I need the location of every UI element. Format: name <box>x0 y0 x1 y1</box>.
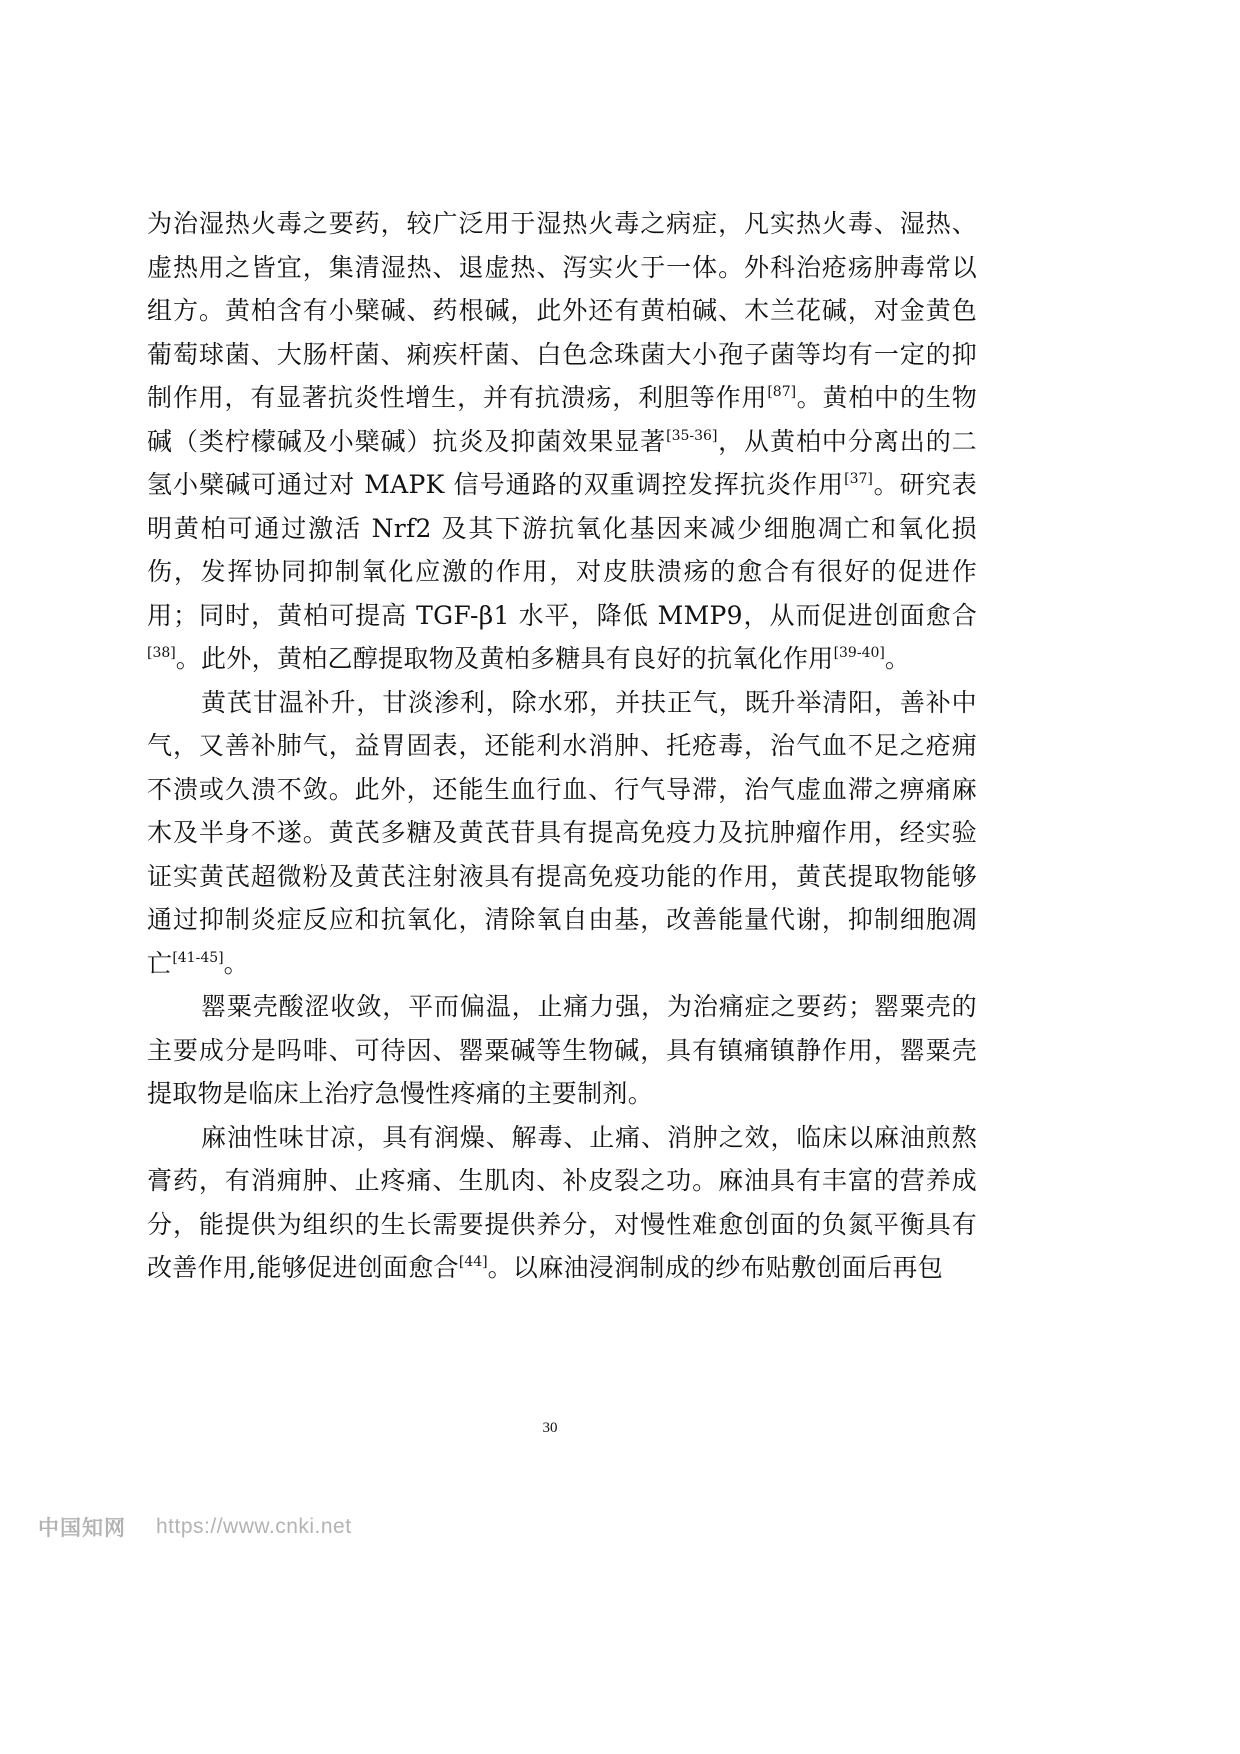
text-run: 麻油性味甘凉，具有润燥、解毒、止痛、消肿之效，临床以麻油煎熬膏药，有消痈肿、止疼痛、生肌肉、补皮裂之功。麻油具有丰富的营养成分，能提供为组织的生长需要提供养分，对慢性难愈创面的负氮平衡具有改善作用,能够促进创面愈合 <box>147 1122 977 1282</box>
text-run: 罂粟壳酸涩收敛，平而偏温，止痛力强，为治痛症之要药；罂粟壳的主要成分是吗啡、可待因、罂粟碱等生物碱，具有镇痛镇静作用，罂粟壳提取物是临床上治疗急慢性疼痛的主要制剂。 <box>147 992 977 1108</box>
paragraph <box>147 1116 977 1290</box>
citation-reference: [37] <box>844 471 873 487</box>
text-run: 。 <box>884 644 911 673</box>
text-run: 为治湿热火毒之要药，较广泛用于湿热火毒之病症，凡实热火毒、湿热、虚热用之皆宜，集清湿热、退虚热、泻实火于一体。外科治疮疡肿毒常以组方。黄柏含有小檗碱、药根碱，此外还有黄柏碱、木兰花碱，对金黄色葡萄球菌、大肠杆菌、痢疾杆菌、白色念珠菌大小孢子菌等均有一定的抑制作用，有显著抗炎性增生，并有抗溃疡，利胆等作用 <box>147 209 977 412</box>
text-run: 。以麻油浸润制成的纱布贴敷创面后再包 <box>487 1253 944 1282</box>
citation-reference: [44] <box>458 1254 488 1270</box>
page-number: 30 <box>542 1420 558 1436</box>
cnki-logo: 中国知网 <box>38 1516 126 1540</box>
citation-reference: [87] <box>767 384 797 400</box>
text-run: 黄芪甘温补升，甘淡渗利，除水邪，并扶正气，既升举清阳，善补中气，又善补肺气，益胃固表，还能利水消肿、托疮毒，治气血不足之疮痈不溃或久溃不敛。此外，还能生血行血、行气导滞，治气虚血滞之痹痛麻木及半身不遂。黄芪多糖及黄芪苷具有提高免疫力及抗肿瘤作用，经实验证实黄芪超微粉及黄芪注射液具有提高免疫功能的作用，黄芪提取物能够通过抑制炎症反应和抗氧化，清除氧自由基，改善能量代谢，抑制细胞凋亡 <box>147 687 977 978</box>
citation-reference: [41-45] <box>172 949 224 966</box>
footer-watermark <box>38 1512 352 1542</box>
text-run: ，从黄柏中分离出的二氢小檗碱可通过对 MAPK 信号通路的双重调控发挥抗炎作用 <box>147 426 977 499</box>
text-run: 。研究表明黄柏可通过激活 Nrf2 及其下游抗氧化基因来减少细胞凋亡和氧化损伤，发挥协同抑制氧化应激的作用，对皮肤溃疡的愈合有很好的促进作用；同时，黄柏可提高 TGF-β1 水平，降低 MMP9，从而促进创面愈合 <box>147 470 977 630</box>
citation-reference: [39-40] <box>833 645 885 661</box>
text-run: 。 <box>223 948 249 978</box>
paragraph <box>147 202 977 681</box>
text-run: 。黄柏中的生物碱（类柠檬碱及小檗碱）抗炎及抑菌效果显著 <box>147 383 978 456</box>
paragraph <box>147 681 977 986</box>
text-run: 。此外，黄柏乙醇提取物及黄柏多糖具有良好的抗氧化作用 <box>175 644 834 673</box>
cnki-url[interactable]: https://www.cnki.net <box>156 1515 352 1538</box>
citation-reference: [38] <box>147 645 176 661</box>
body-text <box>147 202 977 1290</box>
paragraph <box>147 985 977 1116</box>
citation-reference: [35-36] <box>666 427 718 444</box>
